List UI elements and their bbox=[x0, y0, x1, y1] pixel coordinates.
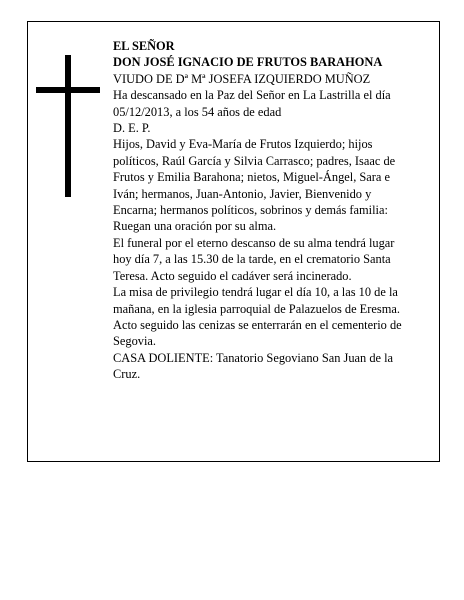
family-list: Hijos, David y Eva-María de Frutos Izquierdo; hijos políticos, Raúl García y Silvia Carrasco; padres, Isaac de Frutos y Emilia Barahona; nietos, Miguel-Ángel, Sara e Iván; hermanos, Juan-Antonio, Javier, Bienvenido y Encarna; hermanos políticos, sobrinos y demás familia: bbox=[113, 137, 396, 218]
cross-horizontal-bar bbox=[36, 87, 100, 93]
cross-icon bbox=[36, 55, 100, 197]
mourning-house: CASA DOLIENTE: Tanatorio Segoviano San Juan de la Cruz. bbox=[113, 350, 394, 382]
cross-vertical-bar bbox=[65, 55, 71, 197]
mass-details: La misa de privilegio tendrá lugar el día 10, a las 10 de la mañana, en la iglesia parroquial de Palazuelos de Eresma. Acto seguido las cenizas se enterrarán en el cementerio de Segovia. bbox=[113, 285, 402, 349]
obituary-text bbox=[113, 38, 416, 383]
funeral-details: El funeral por el eterno descanso de su alma tendrá lugar hoy día 7, a las 15.30 de la tarde, en el crematorio Santa Teresa. Acto seguido el cadáver será incinerado. bbox=[113, 235, 395, 283]
death-announcement: Ha descansado en la Paz del Señor en La Lastrilla el día 05/12/2013, a los 54 años de edad bbox=[113, 88, 391, 119]
header-title: EL SEÑOR bbox=[113, 39, 175, 53]
deceased-name: DON JOSÉ IGNACIO DE FRUTOS BARAHONA bbox=[113, 55, 383, 70]
rip-line: D. E. P. bbox=[113, 121, 151, 136]
widower-line: VIUDO DE Dª Mª JOSEFA IZQUIERDO MUÑOZ bbox=[113, 71, 371, 86]
prayer-request: Ruegan una oración por su alma. bbox=[113, 219, 277, 234]
